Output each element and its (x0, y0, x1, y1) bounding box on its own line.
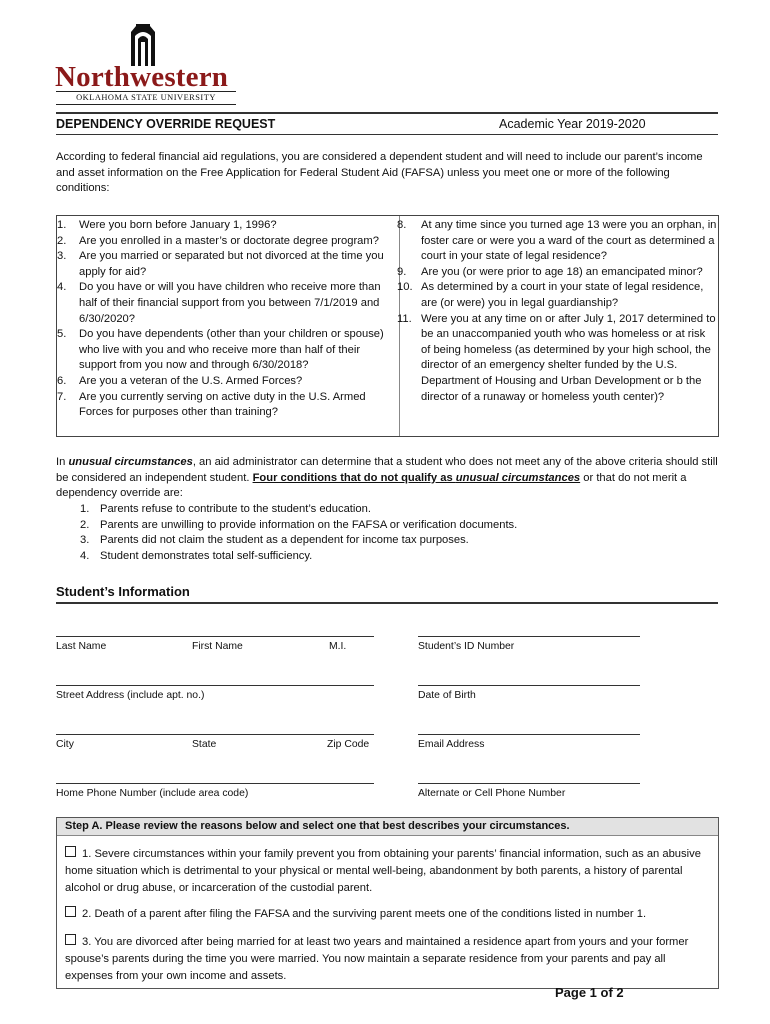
checkbox-option-3[interactable] (65, 934, 76, 945)
alt-phone-label: Alternate or Cell Phone Number (418, 788, 566, 799)
condition-item: 2. Are you enrolled in a master’s or doctorate degree program? (57, 234, 379, 247)
condition-item: 10. As determined by a court in your state of legal residence, are (or were) you in legal guardianship? (397, 281, 704, 309)
condition-item: 6. Are you a veteran of the U.S. Armed Forces? (57, 374, 303, 387)
city-state-zip-field[interactable] (56, 734, 374, 735)
list-item: 1. Parents refuse to contribute to the student’s education. (80, 503, 371, 515)
checkbox-option-1[interactable] (65, 846, 76, 857)
conditions-box (56, 215, 719, 437)
home-phone-label: Home Phone Number (include area code) (56, 788, 249, 799)
home-phone-field[interactable] (56, 783, 374, 784)
city-label: City (56, 739, 74, 750)
form-title: DEPENDENCY OVERRIDE REQUEST (56, 117, 276, 131)
student-id-label: Student’s ID Number (418, 641, 515, 652)
date-of-birth-field[interactable] (418, 685, 640, 686)
email-label: Email Address (418, 739, 485, 750)
unusual-circumstances-paragraph: In unusual circumstances, an aid administrator can determine that a student who does not meet any of the above criteria should still be considered an independent student. Four conditions that do not qualify as unusual circumstances or that do not merit a dependency override are: (56, 456, 718, 500)
step-a-option-1: 1. Severe circumstances within your family prevent you from obtaining your parents’ financial information, such as an abusive home situation which is detrimental to your physical or mental well-being, abandonment by both parents, a history of parental alcohol or drug abuse, or incarceration of the custodial parent. (65, 848, 701, 894)
condition-item: 5. Do you have dependents (other than your children or spouse) who live with you and who receive more than half of their support from you now and through 6/30/2018? (57, 328, 384, 372)
date-of-birth-label: Date of Birth (418, 690, 476, 701)
university-logo-tower (128, 22, 158, 66)
street-address-label: Street Address (include apt. no.) (56, 690, 205, 701)
name-field[interactable] (56, 636, 374, 637)
university-name: Northwestern (55, 61, 229, 93)
first-name-label: First Name (192, 641, 243, 652)
section-title-student-info: Student’s Information (56, 584, 190, 599)
list-item: 3. Parents did not claim the student as a dependent for income tax purposes. (80, 534, 469, 547)
conditions-left-column (57, 218, 387, 421)
street-address-field[interactable] (56, 685, 374, 686)
list-item: 2. Parents are unwilling to provide information on the FAFSA or verification documents. (80, 518, 518, 531)
non-qualifying-list (80, 502, 700, 564)
student-id-field[interactable] (418, 636, 640, 637)
mi-label: M.I. (329, 641, 347, 652)
intro-paragraph: According to federal financial aid regulations, you are considered a dependent student and will need to include our parent’s income and asset information on the Free Application for Federal Student Aid (FAFSA) unless you meet one or more of the following conditions: (56, 151, 703, 195)
conditions-right-column (399, 218, 717, 405)
page-number: Page 1 of 2 (555, 985, 624, 1000)
condition-item: 3. Are you married or separated but not divorced at the time you apply for aid? (57, 250, 384, 278)
alt-phone-field[interactable] (418, 783, 640, 784)
condition-item: 11. Were you at any time on or after July 1, 2017 determined to be an unaccompanied youth who was homeless or at risk of being homeless (as determined by your high school, the director of an emergency shelter funded by the U.S. Department of Housing and Urban Development or b the director of a runaway or homeless youth center)? (397, 312, 716, 403)
title-rule (56, 134, 718, 135)
condition-item: 4. Do you have or will you have children who receive more than half of their financial support from you between 7/1/2019 and 6/30/2020? (57, 281, 381, 325)
condition-item: 1. Were you born before January 1, 1996? (57, 219, 277, 231)
list-item: 4. Student demonstrates total self-sufficiency. (80, 549, 313, 562)
state-label: State (192, 739, 217, 750)
email-field[interactable] (418, 734, 640, 735)
university-subtitle: OKLAHOMA STATE UNIVERSITY (56, 91, 236, 105)
condition-item: 8. At any time since you turned age 13 were you an orphan, in foster care or were you a ward of the court as determined a court in your state of legal residence? (397, 219, 717, 263)
academic-year: Academic Year 2019-2020 (499, 117, 646, 131)
step-a-heading: Step A. Please review the reasons below and select one that best describes your circumstances. (57, 818, 718, 836)
condition-item: 7. Are you currently serving on active duty in the U.S. Armed Forces for purposes other than training? (57, 390, 366, 419)
step-a-box (56, 817, 719, 989)
section-rule (56, 602, 718, 604)
checkbox-option-2[interactable] (65, 906, 76, 917)
condition-item: 9. Are you (or were prior to age 18) an emancipated minor? (397, 265, 703, 278)
last-name-label: Last Name (56, 641, 107, 652)
header-rule (56, 112, 718, 114)
zip-label: Zip Code (327, 739, 370, 750)
step-a-option-3: 3. You are divorced after being married for at least two years and maintained a residence apart from yours and your former spouse’s parents during the time you were married. You now maintain a separate residence from your parents and pay all expenses from your own income and assets. (65, 936, 689, 982)
step-a-option-2: 2. Death of a parent after filing the FAFSA and the surviving parent meets one of the conditions listed in number 1. (65, 906, 713, 923)
